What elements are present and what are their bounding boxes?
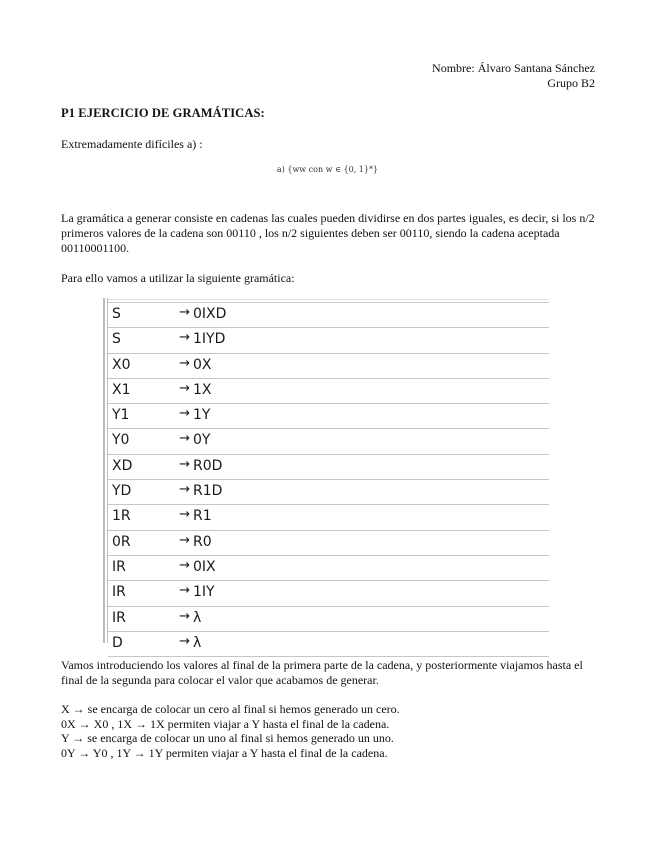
rule-arrow: → [179, 380, 190, 396]
rule-lhs: Y0 [112, 432, 130, 449]
explanation-paragraph: Vamos introduciendo los valores al final de la primera parte de la cadena, y posteriormente viajamos hasta el final de la segunda para colocar el valor que acabamos de generar. [61, 658, 583, 687]
note-line: Y → se encarga de colocar un uno al final si hemos generado un uno. [61, 731, 394, 745]
grammar-rule-row [108, 581, 549, 606]
rule-rhs: R0 [193, 533, 212, 550]
rule-arrow: → [179, 355, 190, 371]
rule-rhs: 0IX [193, 558, 216, 575]
rule-arrow: → [179, 305, 190, 320]
document-title: P1 EJERCICIO DE GRAMÁTICAS: [61, 106, 265, 120]
grammar-rule-row [108, 531, 549, 556]
rule-lhs: IR [112, 558, 126, 575]
table-border-top-outer [108, 299, 549, 300]
grammar-intro-paragraph: Para ello vamos a utilizar la siguiente gramática: [61, 271, 295, 285]
note-line: 0Y → Y0 , 1Y → 1Y permiten viajar a Y hasta el final de la cadena. [61, 745, 388, 760]
exercise-subtitle: Extremadamente difíciles a) : [61, 137, 203, 151]
grammar-table [103, 298, 549, 651]
grammar-rule-row [108, 404, 549, 429]
rule-rhs: R0D [193, 457, 223, 474]
grammar-rule-row [108, 354, 549, 379]
rule-lhs: IR [112, 584, 126, 601]
note-line: X → se encarga de colocar un cero al final si hemos generado un cero. [61, 702, 400, 716]
author-name: Nombre: Álvaro Santana Sánchez [432, 61, 595, 75]
rule-lhs: YD [112, 483, 132, 500]
grammar-rule-row [108, 632, 549, 657]
rule-lhs: Y1 [112, 407, 130, 424]
rule-rhs: 1IYD [193, 331, 226, 348]
grammar-rule-row [108, 607, 549, 632]
grammar-rule-row [108, 505, 549, 530]
rule-lhs: 0R [112, 533, 131, 550]
rule-lhs: S [112, 331, 121, 348]
rule-rhs: 1X [193, 381, 212, 398]
rule-rhs: R1D [193, 483, 223, 500]
grammar-rule-row [108, 429, 549, 454]
rule-rhs: λ [193, 609, 202, 626]
rule-arrow: → [179, 406, 190, 422]
rule-arrow: → [179, 482, 190, 498]
rule-arrow: → [179, 330, 190, 346]
note-line: 0X → X0 , 1X → 1X permiten viajar a Y hasta el final de la cadena. [61, 716, 390, 731]
grammar-rule-row [108, 379, 549, 404]
rule-arrow: → [179, 532, 190, 548]
rule-arrow: → [179, 608, 190, 624]
rule-lhs: S [112, 306, 121, 322]
grammar-rule-row [108, 455, 549, 480]
grammar-rule-row [108, 303, 549, 328]
notes-list [61, 702, 400, 760]
rule-rhs: 1Y [193, 407, 211, 424]
rule-rhs: R1 [193, 508, 212, 525]
rule-arrow: → [179, 507, 190, 523]
rule-arrow: → [179, 431, 190, 447]
rule-rhs: λ [193, 634, 202, 651]
rule-lhs: D [112, 634, 123, 651]
grammar-rule-row [108, 556, 549, 581]
author-group: Grupo B2 [547, 76, 595, 90]
rule-lhs: X0 [112, 356, 131, 373]
intro-paragraph: La gramática a generar consiste en cadenas las cuales pueden dividirse en dos partes iguales, es decir, si los n/2 primeros valores de la cadena son 00110 , los n/2 siguientes deben ser 00110, siendo la cadena aceptada 00110001100. [61, 211, 595, 255]
rule-arrow: → [179, 557, 190, 573]
grammar-rows [108, 303, 549, 657]
rule-arrow: → [179, 456, 190, 472]
rule-arrow: → [179, 583, 190, 599]
table-border-left [103, 298, 105, 643]
language-formula: a) {ww con w ∈ {0, 1}*} [276, 165, 379, 174]
rule-rhs: 0IXD [193, 306, 227, 322]
rule-arrow: → [179, 633, 190, 649]
author-header [432, 61, 595, 91]
rule-rhs: 0X [193, 356, 212, 373]
rule-lhs: IR [112, 609, 126, 626]
rule-rhs: 0Y [193, 432, 211, 449]
grammar-rule-row [108, 480, 549, 505]
rule-lhs: 1R [112, 508, 131, 525]
rule-lhs: X1 [112, 381, 131, 398]
rule-lhs: XD [112, 457, 133, 474]
grammar-rule-row [108, 328, 549, 353]
rule-rhs: 1IY [193, 584, 215, 601]
